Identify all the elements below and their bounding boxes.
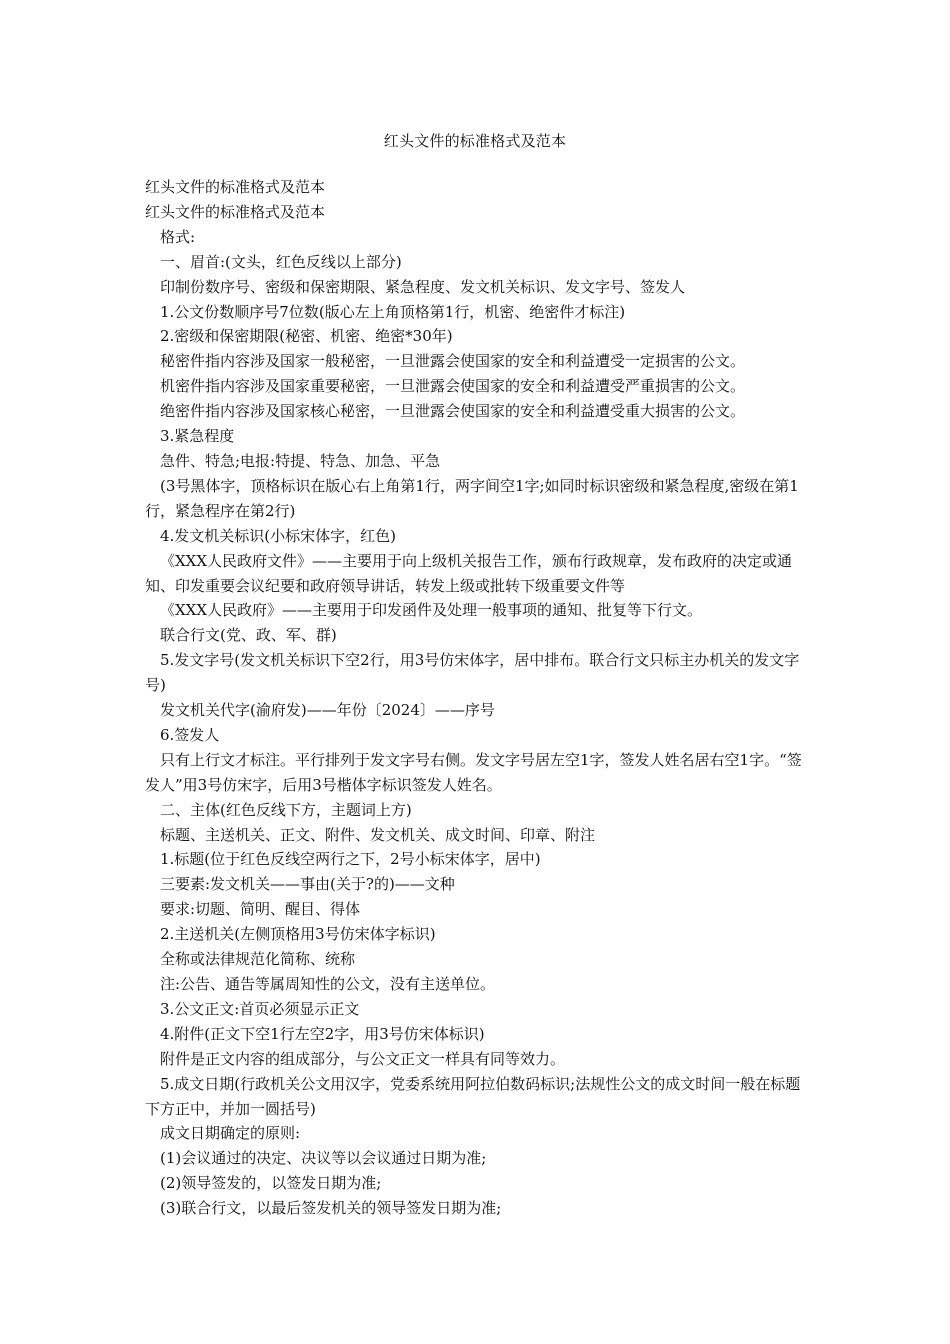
- body-paragraph: 格式:: [160, 227, 196, 246]
- body-paragraph: 3.紧急程度: [160, 427, 235, 446]
- body-paragraph: 6.签发人: [160, 725, 220, 744]
- body-paragraph: (3号黑体字，顶格标识在版心右上角第1行，两字间空1字;如同时标识密级和紧急程度,密级在第1行，紧急程序在第2行): [145, 476, 799, 520]
- body-paragraph: 机密件指内容涉及国家重要秘密，一旦泄露会使国家的安全和利益遭受严重损害的公文。: [160, 377, 746, 396]
- body-paragraph: 三要素:发文机关——事由(关于?的)——文种: [160, 875, 455, 894]
- body-paragraph: 《XXX人民政府文件》——主要用于向上级机关报告工作，颁布行政规章，发布政府的决定或通知、印发重要会议纪要和政府领导讲话，转发上级或批转下级重要文件等: [145, 551, 793, 595]
- body-paragraph: 4.附件(正文下空1行左空2字，用3号仿宋体标识): [160, 1024, 485, 1043]
- body-paragraph: 全称或法律规范化简称、统称: [160, 950, 356, 969]
- body-paragraph: 2.主送机关(左侧顶格用3号仿宋体字标识): [160, 925, 436, 944]
- body-paragraph: 附件是正文内容的组成部分，与公文正文一样具有同等效力。: [160, 1049, 566, 1068]
- body-paragraph: 2.密级和保密期限(秘密、机密、绝密*30年): [160, 327, 453, 346]
- body-paragraph: 只有上行文才标注。平行排列于发文字号右侧。发文字号居左空1字，签发人姓名居右空1字。“签发人”用3号仿宋字，后用3号楷体字标识签发人姓名。: [145, 750, 802, 794]
- body-paragraph: 红头文件的标准格式及范本: [145, 202, 326, 221]
- body-paragraph: 4.发文机关标识(小标宋体字，红色): [160, 526, 397, 545]
- body-paragraph: 标题、主送机关、正文、附件、发文机关、成文时间、印章、附注: [160, 825, 596, 844]
- body-paragraph: 红头文件的标准格式及范本: [145, 178, 326, 196]
- body-paragraph: 《XXX人民政府》——主要用于印发函件及处理一般事项的通知、批复等下行文。: [160, 601, 703, 620]
- body-paragraph: (2)领导签发的，以签发日期为准;: [160, 1174, 382, 1193]
- body-paragraph: (3)联合行文，以最后签发机关的领导签发日期为准;: [160, 1199, 502, 1218]
- body-paragraph: 秘密件指内容涉及国家一般秘密，一旦泄露会使国家的安全和利益遭受一定损害的公文。: [160, 352, 746, 371]
- body-paragraph: 联合行文(党、政、军、群): [160, 626, 337, 645]
- body-paragraph: 绝密件指内容涉及国家核心秘密，一旦泄露会使国家的安全和利益遭受重大损害的公文。: [160, 402, 746, 421]
- body-paragraph: 急件、特急;电报:特提、特急、加急、平急: [160, 451, 441, 470]
- body-paragraph: 5.成文日期(行政机关公文用汉字，党委系统用阿拉伯数码标识;法规性公文的成文时间一般在标题下方正中，并加一圆括号): [145, 1074, 801, 1118]
- body-paragraph: 注:公告、通告等属周知性的公文，没有主送单位。: [160, 975, 496, 993]
- body-paragraph: 5.发文字号(发文机关标识下空2行，用3号仿宋体字，居中排布。联合行文只标主办机关的发文字号): [145, 651, 800, 695]
- document-title: 红头文件的标准格式及范本: [383, 132, 567, 150]
- body-paragraph: 3.公文正文:首页必须显示正文: [160, 999, 360, 1018]
- document-body: [145, 175, 805, 1221]
- body-paragraph: 1.标题(位于红色反线空两行之下，2号小标宋体字，居中): [160, 850, 541, 869]
- body-paragraph: 一、眉首:(文头，红色反线以上部分): [160, 252, 402, 271]
- body-paragraph: (1)会议通过的决定、决议等以会议通过日期为准;: [160, 1149, 487, 1168]
- body-paragraph: 成文日期确定的原则:: [160, 1124, 301, 1143]
- body-paragraph: 发文机关代字(渝府发)——年份〔2024〕——序号: [160, 701, 495, 720]
- body-paragraph: 1.公文份数顺序号7位数(版心左上角顶格第1行，机密、绝密件才标注): [160, 302, 626, 321]
- body-paragraph: 要求:切题、简明、醒目、得体: [160, 900, 361, 919]
- body-paragraph: 二、主体(红色反线下方，主题词上方): [160, 800, 412, 819]
- body-paragraph: 印制份数序号、密级和保密期限、紧急程度、发文机关标识、发文字号、签发人: [160, 277, 686, 296]
